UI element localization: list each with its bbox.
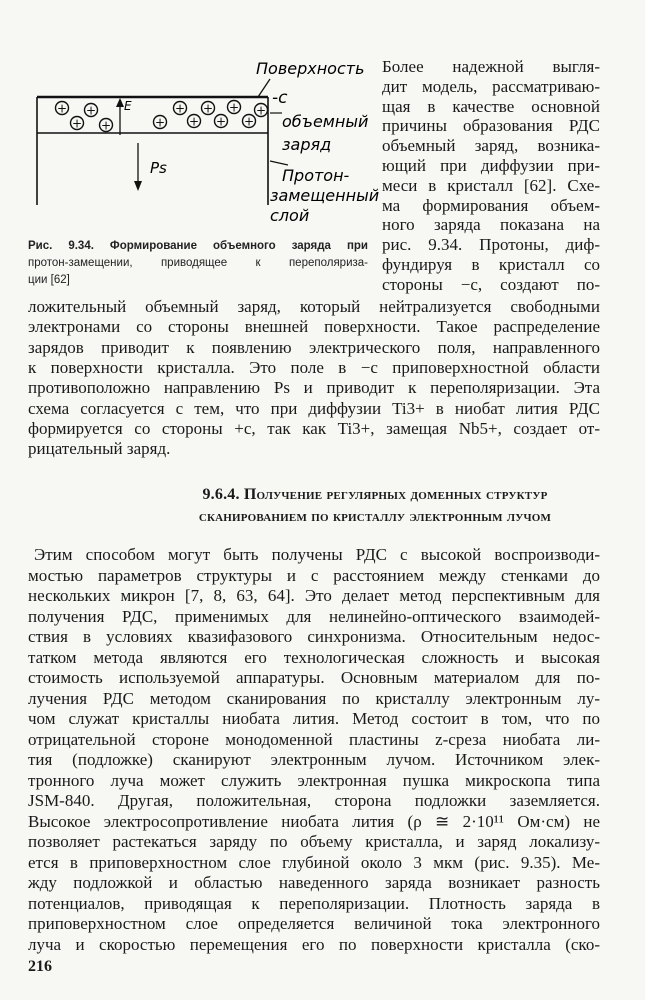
caption-line [28,238,368,255]
plus-sign: + [188,114,200,129]
label-surface: Поверхность [256,59,365,78]
text-line: меси в кристалл [62]. Схе- [382,175,600,195]
figure-caption [28,238,368,289]
field-e-arrowhead [116,98,124,107]
plus-sign: + [215,114,227,129]
text-line: тия (подложке) сканируют электронным лучом. Источником элек- [28,750,600,769]
label-volume-charge-1: объемный [282,112,369,131]
section-heading-line-2: сканированием по кристаллу электронным лучом [198,508,552,525]
text-line: причины образования РДС [382,116,600,136]
text-line: дит модель, рассматриваю- [382,76,600,96]
section-number: 9.6.4. [202,486,240,503]
text-line: татком метода являются его технологическая сложность и высокая [28,647,600,667]
pointer-proton-layer [270,161,288,165]
text-line: рицательный заряд. [28,439,171,459]
plus-sign: + [71,116,83,131]
text-line: жду подложкой и областью наведенного заряда возникает разность [28,873,600,892]
text-line: JSM-840. Другая, положительная, сторона подложки заземляется. [28,791,600,810]
text-line: ющий при диффузии при- [382,156,600,175]
label-proton-1: Протон- [282,166,350,185]
text-line: отрицательной стороне монодоменной пластины z-среза ниобата ли- [28,729,600,749]
text-line: приповерхностном слое определяется величиной тока электронного [28,914,600,933]
text-line: к поверхности кристалла. Это поле в −с приповерхностной области [28,357,600,377]
text-line: ствия в условиях квазифазового синхронизма. Относительным недос- [28,627,600,646]
text-line: Более надежной выгля- [382,57,600,76]
text-line: формируется со стороны +с, так как Ti3+, замещая Nb5+, создает от- [28,418,600,438]
ps-arrowhead [134,181,142,191]
text-line: стороны −с, создают по- [382,274,600,294]
text-line: схема согласуется с тем, что при диффузии Ti3+ в ниобат лития РДС [28,398,600,418]
text-line: объемный заряд, возника- [382,136,600,156]
section-heading-line-1 [140,484,610,506]
text-line: фундируя в кристалл со [382,255,600,274]
text-line: позволяет растекаться заряду по объему кристалла, и заряд локализу- [28,832,600,851]
text-line: электронами со стороны внешней поверхности. Такое распределение [28,317,600,337]
plus-sign: + [154,115,166,130]
pointer-surface [258,79,270,97]
text-line: зарядов приводит к появлению электрического поля, направленного [28,337,600,357]
label-proton-2: замещенный [270,186,380,205]
text-line: мостью параметров структуры и с расстоянием между стенками до [28,565,600,585]
page-number: 216 [28,958,52,975]
text-line: Высокое электросопротивление ниобата лития (ρ ≅ 2·10¹¹ Ом·см) не [28,811,600,831]
label-minus-c: -с [272,88,288,108]
plus-sign: + [243,114,255,129]
text-line: щая в качестве основной [382,96,600,116]
label-proton-3: слой [270,206,310,225]
text-line: ма формирования объем- [382,195,600,215]
positive-charges [56,101,268,133]
plus-sign: + [174,101,186,116]
text-line: луча и скоростью перемещения его по поверхности кристалла (ско- [28,934,600,954]
section-title-1: Получение регулярных доменных структур [243,486,548,503]
plus-sign: + [228,100,240,115]
text-line: рис. 9.34. Протоны, диф- [382,235,600,255]
caption-line-1: Рис. 9.34. Формирование объемного заряда при [28,240,368,252]
caption-line: ции [62] [28,274,70,286]
label-e: E [124,99,132,113]
caption-line: протон-замещении, приводящее к переполяриза- [28,257,368,269]
text-line: ется в приповерхностном слое глубиной около 3 мкм (рис. 9.35). Ме- [28,852,600,872]
plus-sign: + [202,101,214,116]
text-line: потенциалов, приводящая к переполяризации. Плотность заряда в [28,893,600,913]
label-volume-charge-2: заряд [282,135,332,154]
text-line: противоположно направлению Ps и приводит к переполяризации. Эта [28,378,600,398]
text-line: лучения РДС методом сканирования по кристаллу электронным лу- [28,688,600,708]
text-line: стоимость используемой аппаратуры. Основным материалом для по- [28,668,600,687]
plus-sign: + [255,103,267,118]
text-line: ного заряда показана на [382,215,600,235]
text-line: чом служат кристаллы ниобата лития. Метод состоит в том, что по [28,709,600,728]
text-line: нескольких микрон [7, 8, 63, 64]. Это делает метод перспективным для [28,586,600,605]
plus-sign: + [85,103,97,118]
plus-sign: + [56,101,68,116]
plus-sign: + [100,118,112,133]
label-ps: Ps [150,159,167,177]
text-line: тронного луча может служить электронная пушка микроскопа типа [28,770,600,790]
text-line: получения РДС, применимых для нелинейно-оптического взаимодей- [28,606,600,626]
text-line: ложительный объемный заряд, который нейтрализуется свободными [28,297,600,316]
text-line: Этим способом могут быть получены РДС с высокой воспроизводи- [34,545,600,564]
